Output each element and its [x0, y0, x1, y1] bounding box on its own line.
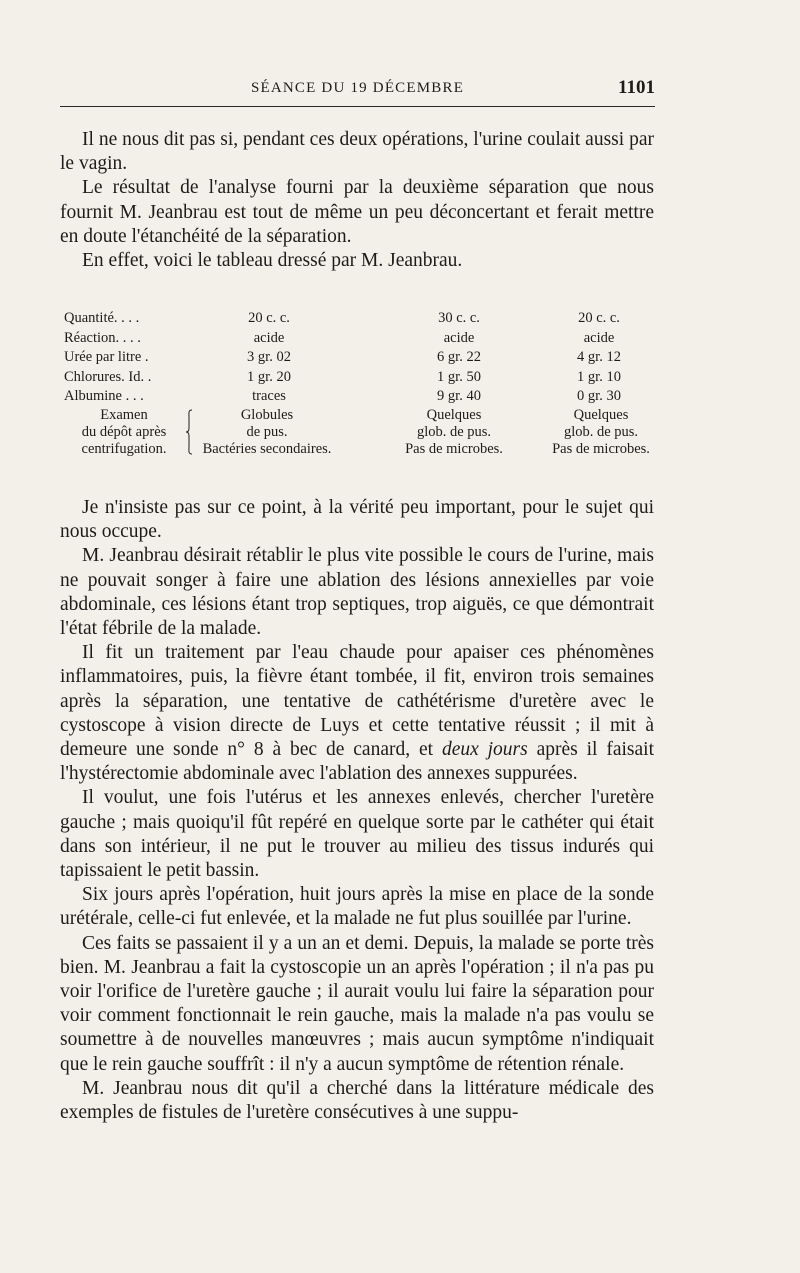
paragraph: En effet, voici le tableau dressé par M. Jeanbrau.: [82, 250, 463, 272]
row-label: Urée par litre .: [64, 349, 149, 365]
exam-cell: Quelques glob. de pus. Pas de microbes.: [552, 406, 650, 457]
paragraph: Ces faits se passaient il y a un an et demi. Depuis, la malade se porte très bien. M. Jeanbrau a fait la cystoscopie un an après l'opération ; il n'a pas pu voir l'orifice de l'uretère gauche ; il aurait voulu lui faire la séparation pour voir comment fonctionnait le rein gauche, mais la malade n'a pas voulu se soumettre à de nouvelles manœuvres ; mais aucun symptôme n'indiquait que le rein gauche souffrît : il n'y a aucun symptôme de rétention rénale.: [60, 932, 654, 1075]
cell: 3 gr. 02: [247, 349, 291, 365]
italic-text: deux jours: [441, 739, 528, 761]
exam-cell: Globules de pus. Bactéries secondaires.: [202, 406, 332, 457]
cell: 6 gr. 22: [437, 349, 481, 365]
cell: 30 c. c.: [438, 310, 480, 326]
cell: acide: [253, 329, 285, 346]
header-rule: [60, 106, 655, 107]
paragraph: Il ne nous dit pas si, pendant ces deux opérations, l'urine coulait aussi par le vagin.: [60, 129, 654, 175]
paragraph: M. Jeanbrau désirait rétablir le plus vite possible le cours de l'urine, mais ne pouvait songer à faire une ablation des lésions annexielles par voie abdominale, ces lésions étant trop septiques, trop aiguës, ce que démontrait l'état fébrile de la malade.: [60, 545, 654, 640]
cell: 9 gr. 40: [437, 388, 481, 404]
cell: acide: [583, 329, 615, 346]
paragraph: Je n'insiste pas sur ce point, à la vérité peu important, pour le sujet qui nous occupe.: [60, 497, 654, 543]
table-row: [64, 309, 664, 329]
cell: traces: [252, 388, 286, 404]
analysis-table: [64, 309, 664, 461]
paragraph: M. Jeanbrau nous dit qu'il a cherché dans la littérature médicale des exemples de fistules de l'uretère consécutives à une suppu-: [60, 1077, 654, 1124]
running-head: [60, 76, 655, 102]
table-row: [64, 329, 664, 349]
cell: 1 gr. 10: [577, 368, 621, 385]
paragraph: Il fit un traitement par l'eau chaude pour apaiser ces phénomènes inflammatoires, puis, la fièvre étant tombée, il fit, environ trois semaines après la séparation, une tentative de cathétérisme d'uretère avec le cystoscope à vision directe de Luys et cette tentative réussit ; il mit à demeure une sonde n° 8 à bec de canard, et deux jours après il faisait l'hystérectomie abdominale avec l'ablation des annexes suppurées.: [60, 642, 655, 785]
table-row: [64, 387, 664, 407]
table-row: [64, 368, 664, 388]
cell: 1 gr. 20: [247, 368, 291, 385]
paragraph: Il voulut, une fois l'utérus et les annexes enlevés, chercher l'uretère gauche ; mais quoiqu'il fût repéré en quelque sorte par le cathéter qui était dans son intérieur, il ne put le trouver au milieu des tissus indurés qui tapissaient le petit bassin.: [60, 787, 654, 882]
cell: 1 gr. 50: [437, 368, 481, 385]
row-label: Réaction. . . .: [64, 329, 141, 346]
running-head-title: SÉANCE DU 19 DÉCEMBRE: [250, 80, 465, 96]
cell: 4 gr. 12: [577, 349, 621, 365]
cell: 20 c. c.: [578, 310, 620, 326]
exam-row: [64, 407, 664, 461]
row-label: Quantité. . . .: [64, 310, 140, 326]
paragraph: Six jours après l'opération, huit jours après la mise en place de la sonde urétérale, celle-ci fut enlevée, et la malade ne fut plus souillée par l'urine.: [60, 884, 654, 930]
cell: acide: [443, 329, 475, 346]
cell: 0 gr. 30: [577, 388, 621, 404]
paragraph: Le résultat de l'analyse fourni par la deuxième séparation que nous fournit M. Jeanbrau est tout de même un peu déconcertant et ferait mettre en doute l'étanchéité de la séparation.: [60, 177, 654, 247]
exam-cell: Quelques glob. de pus. Pas de microbes.: [405, 406, 503, 457]
table-row: [64, 348, 664, 368]
exam-label: Examen du dépôt après centrifugation.: [81, 406, 167, 457]
row-label: Chlorures. Id. .: [64, 368, 152, 385]
cell: 20 c. c.: [248, 310, 290, 326]
page-number: 1101: [618, 77, 655, 98]
intro-text: [60, 128, 654, 273]
body-text: [60, 496, 654, 1125]
row-label: Albumine . . .: [64, 388, 144, 404]
